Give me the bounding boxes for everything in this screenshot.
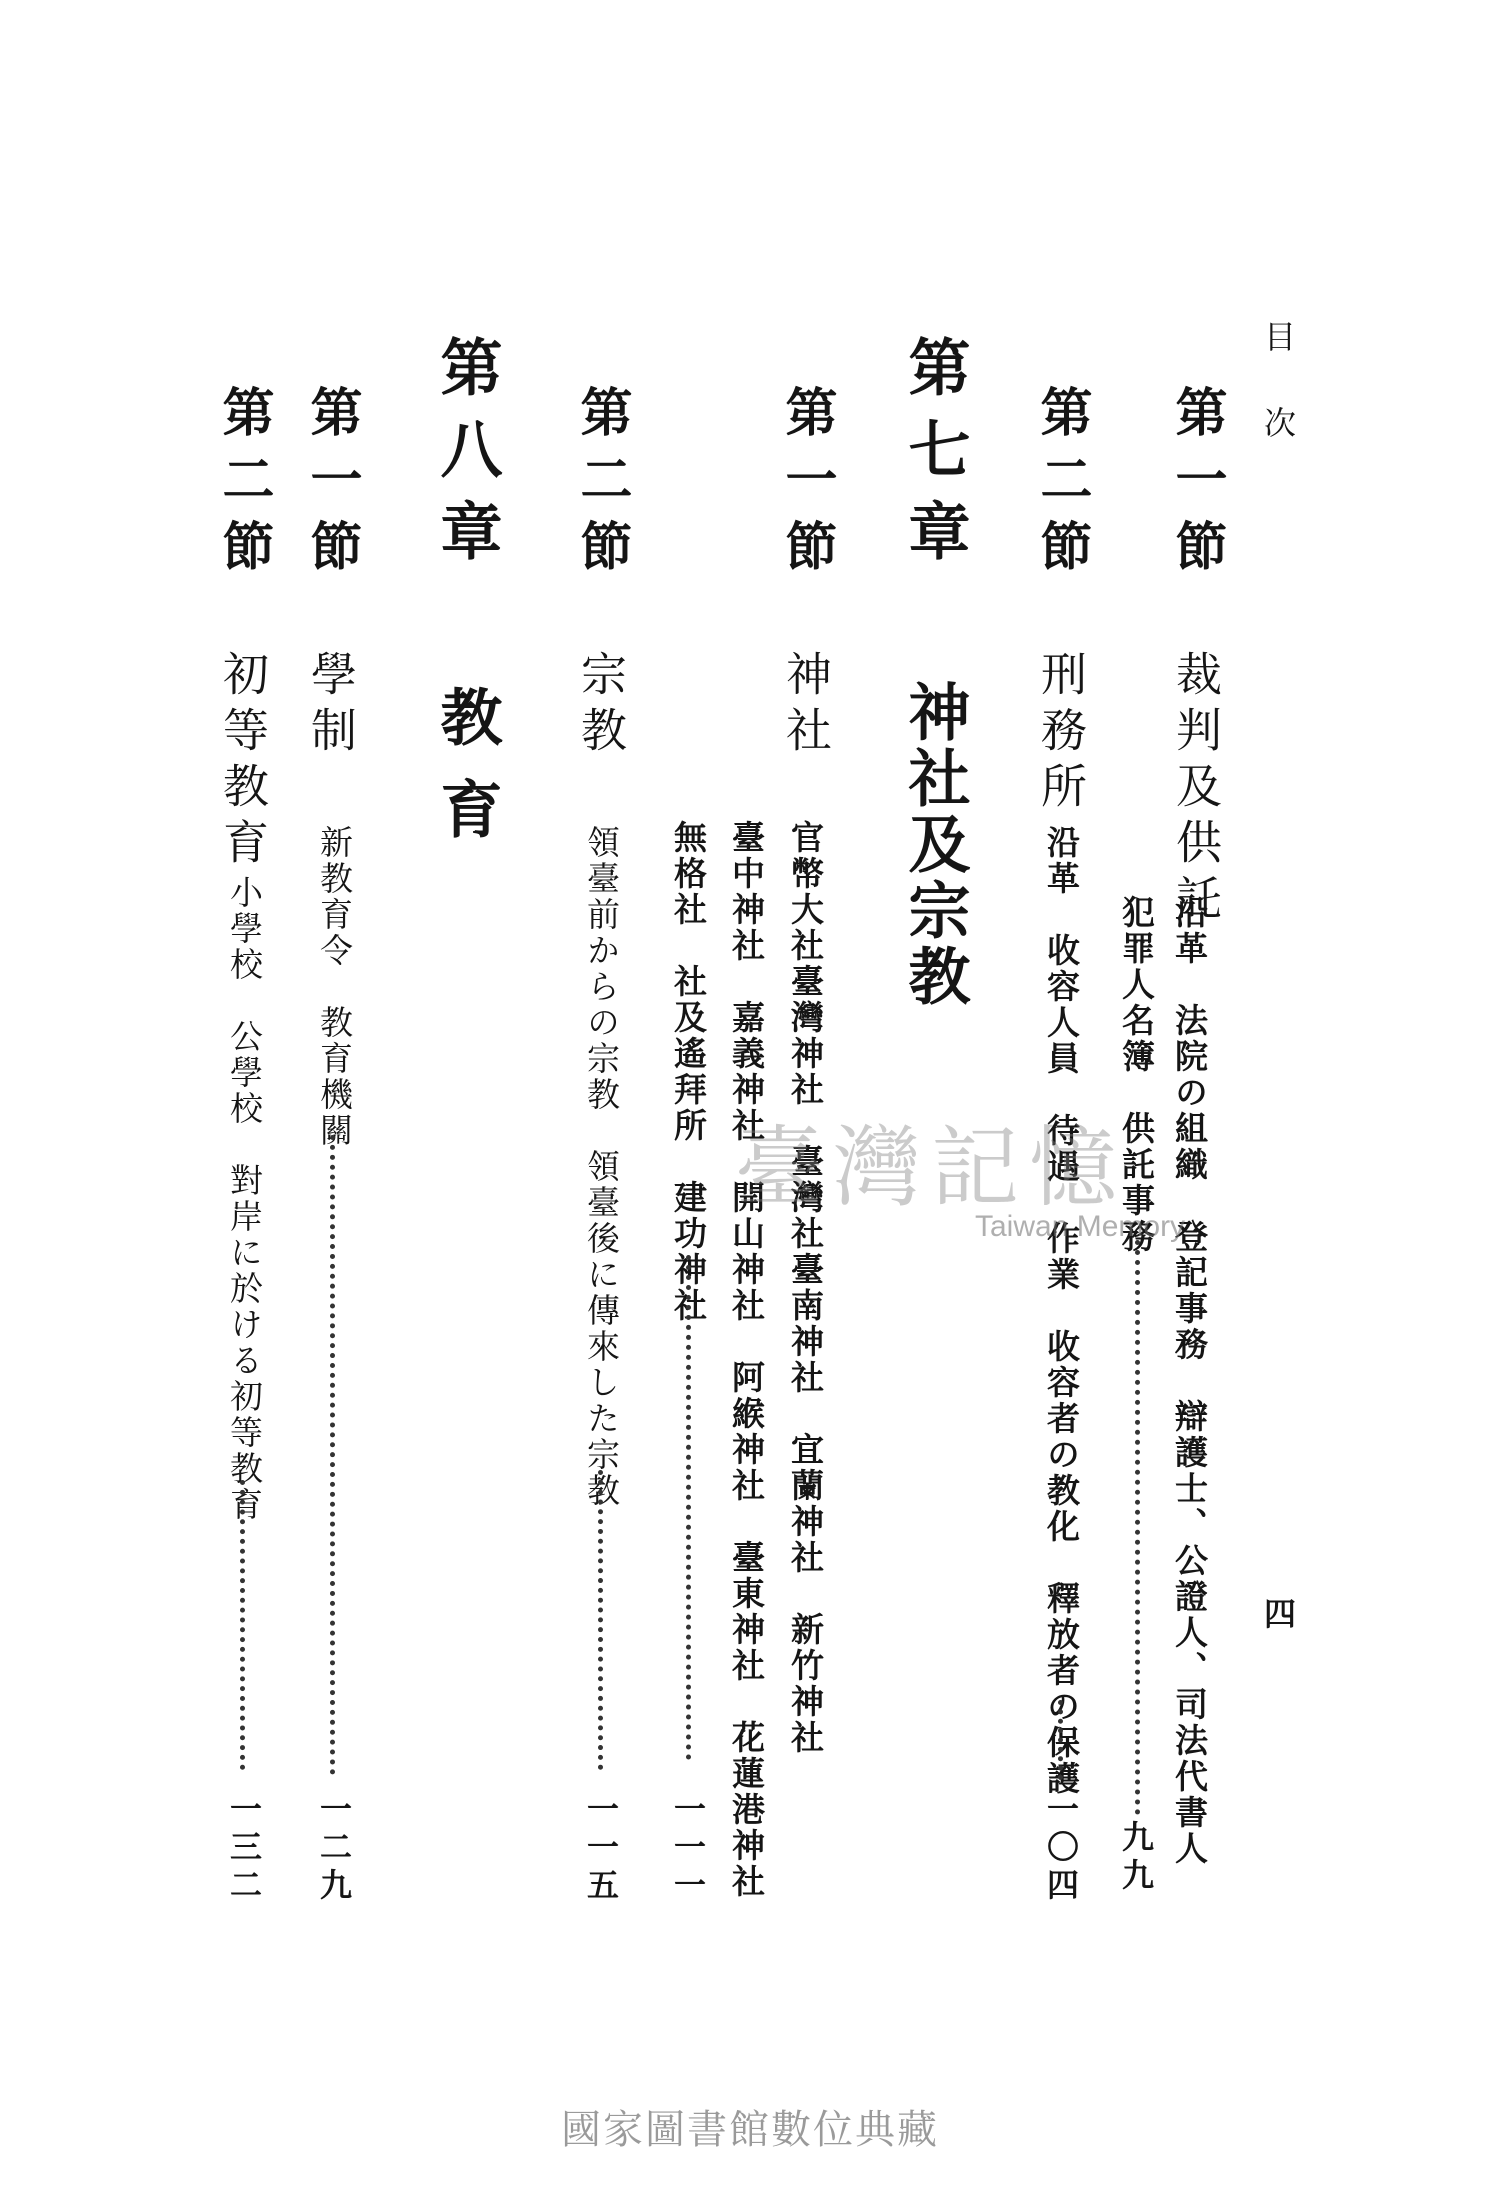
section-heading: 第二節 [571,385,632,586]
page-ref: 一三二 [225,1792,263,1906]
archive-footer: 國家圖書館數位典藏 [561,2107,939,2153]
leader-dots [240,1480,245,1770]
section-title: 裁判及供託 [1169,650,1223,930]
section-title: 學制 [304,650,358,762]
leader-dots [686,1255,691,1760]
watermark-logo: 臺灣記憶 [735,1116,1128,1219]
section-heading: 第一節 [301,385,362,586]
chapter-heading: 第七章 [898,335,971,581]
chapter-title: 神社及宗教 [898,680,971,1010]
section-title: 宗教 [574,650,628,762]
section-heading: 第一節 [776,385,837,586]
leader-dots [598,1470,603,1770]
section-heading: 第二節 [1031,385,1092,586]
page-ref: 九九 [1117,1820,1155,1896]
section-topics: 沿革 收容人員 待遇 作業 收容者の教化 釋放者の保護 [1042,825,1081,1797]
section-title: 神社 [779,650,833,762]
page-header-title: 目次 [1259,320,1297,492]
section-topics: 小學校 公學校 對岸に於ける初等教育 [225,875,264,1523]
section-topics: 臺中神社 嘉義神社 開山神社 阿緱神社 臺東神社 花蓮港神社 [727,820,766,1900]
chapter-title: 教育 [430,685,503,869]
section-heading: 第二節 [213,385,274,586]
page-ref: 一二九 [315,1792,353,1906]
chapter-heading: 第八章 [430,335,503,581]
section-topics: 犯罪人名簿 供託事務 [1117,895,1156,1255]
leader-dots [330,1135,335,1775]
leader-dots [1135,1240,1140,1815]
page-ref: 一一一 [669,1792,707,1906]
leader-dots [1058,1700,1063,1780]
watermark-logo-english: Taiwan Memory [975,1210,1186,1243]
section-title: 刑務所 [1034,650,1088,818]
page-number: 四 [1259,1597,1297,1629]
section-topics: 官幣大社臺灣神社 臺灣社臺南神社 宜蘭神社 新竹神社 [786,820,825,1756]
page-ref: 一〇四 [1042,1792,1080,1906]
section-heading: 第一節 [1166,385,1227,586]
section-topics: 沿革 法院の組織 登記事務 辯護士、公證人、司法代書人 [1170,895,1209,1867]
section-topics: 領臺前からの宗教 領臺後に傳來した宗教 [582,825,621,1509]
section-topics: 新教育令 教育機關 [315,825,354,1149]
section-title: 初等教育 [216,650,270,874]
section-topics: 無格社 社及遙拜所 建功神社 [669,820,708,1324]
page-ref: 一一五 [582,1792,620,1906]
